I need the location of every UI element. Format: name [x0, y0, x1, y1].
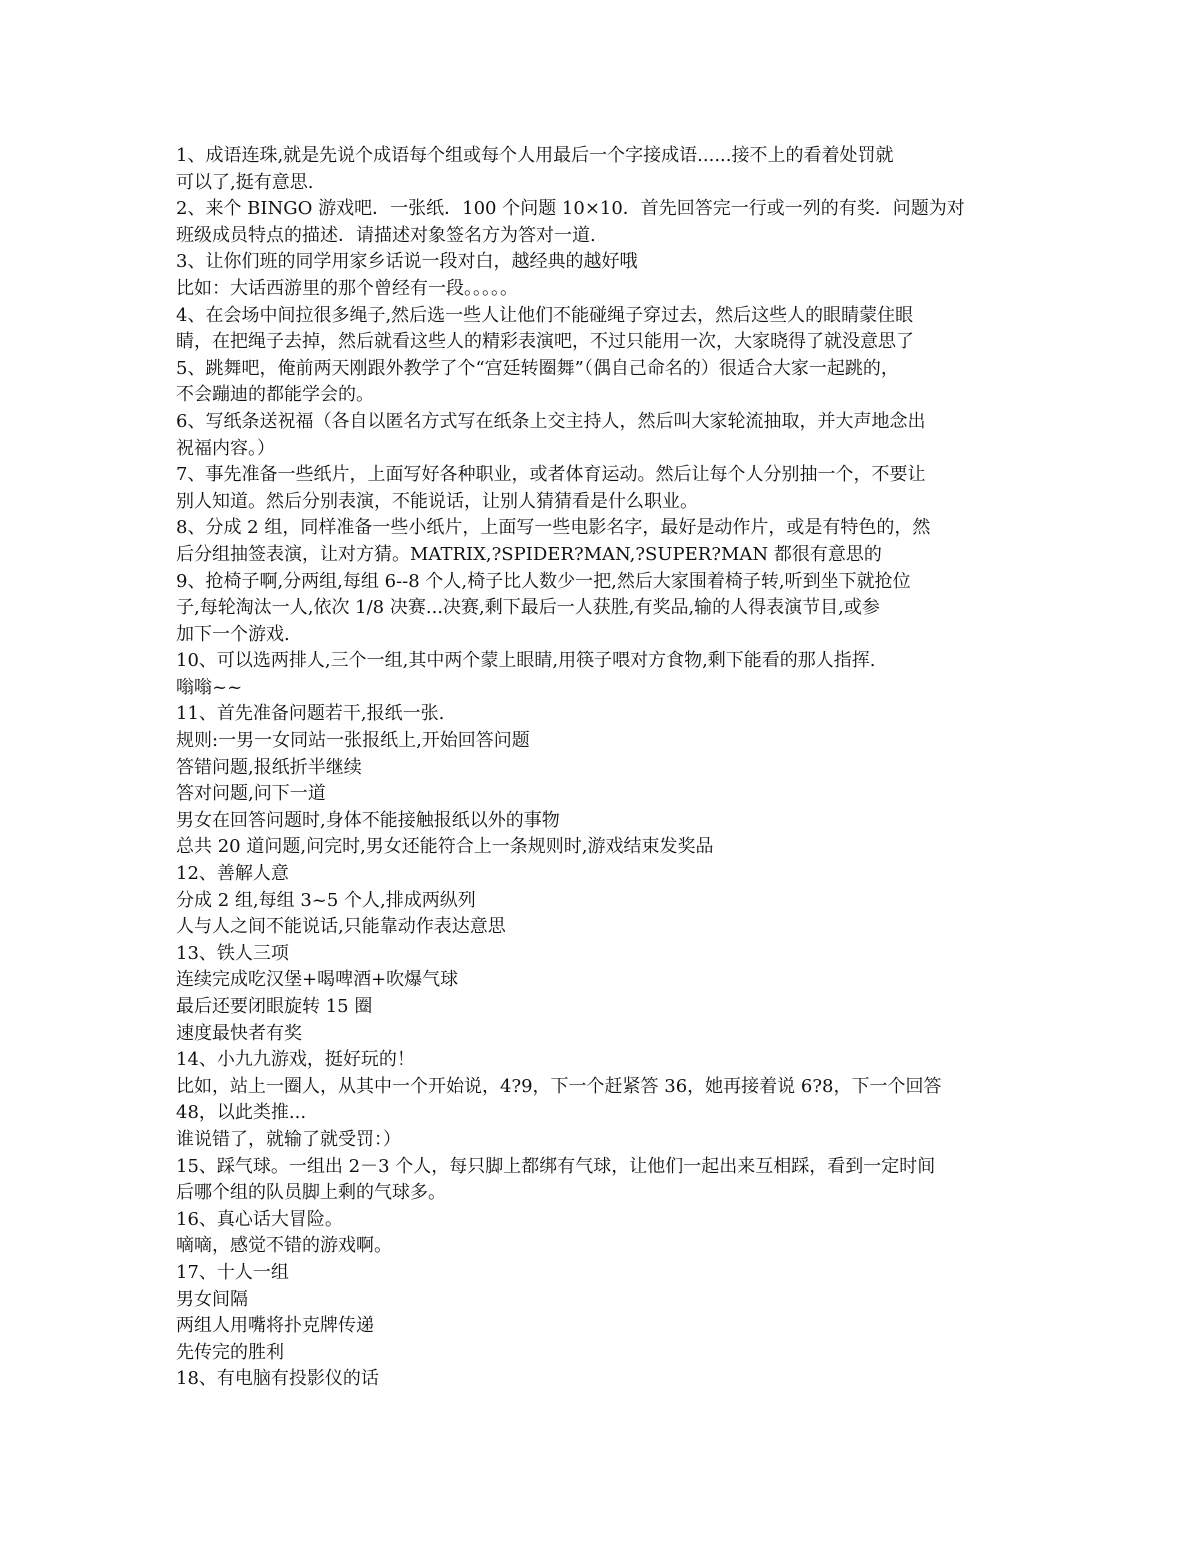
text-line: 17、十人一组 — [176, 1261, 289, 1283]
text-line: 比如，站上一圈人，从其中一个开始说，4?9，下一个赶紧答 36，她再接着说 6?8，下一个回答 — [176, 1075, 942, 1097]
text-line: 人与人之间不能说话,只能靠动作表达意思 — [176, 916, 506, 938]
text-line: 睛，在把绳子去掉，然后就看这些人的精彩表演吧，不过只能用一次，大家晓得了就没意思了 — [176, 331, 914, 353]
text-line: 比如：大话西游里的那个曾经有一段。。。。。 — [176, 277, 518, 299]
text-line: 15、踩气球。一组出 2－3 个人，每只脚上都绑有气球，让他们一起出来互相踩，看到一定时间 — [176, 1155, 936, 1177]
text-line: 子,每轮淘汰一人,依次 1/8 决赛...决赛,剩下最后一人获胜,有奖品,输的人得表演节目,或参 — [176, 597, 880, 619]
text-line: 13、铁人三项 — [176, 942, 289, 964]
text-line: 12、善解人意 — [176, 863, 289, 885]
text-line: 后分组抽签表演，让对方猜。MATRIX,?SPIDER?MAN,?SUPER?MAN 都很有意思的 — [176, 543, 882, 565]
text-line: 10、可以选两排人,三个一组,其中两个蒙上眼睛,用筷子喂对方食物,剩下能看的那人指挥. — [176, 650, 876, 672]
text-line: 3、让你们班的同学用家乡话说一段对白，越经典的越好哦 — [176, 251, 638, 273]
text-line: 后哪个组的队员脚上剩的气球多。 — [176, 1182, 446, 1204]
text-line: 谁说错了，就输了就受罚：） — [176, 1128, 401, 1150]
text-line: 18、有电脑有投影仪的话 — [176, 1368, 379, 1390]
text-line: 班级成员特点的描述．请描述对象签名方为答对一道. — [176, 224, 596, 246]
text-line: 答错问题,报纸折半继续 — [176, 756, 362, 778]
text-line: 4、在会场中间拉很多绳子,然后选一些人让他们不能碰绳子穿过去，然后这些人的眼睛蒙住眼 — [176, 304, 914, 326]
text-line: 别人知道。然后分别表演，不能说话，让别人猜猜看是什么职业。 — [176, 490, 698, 512]
text-line: 男女在回答问题时,身体不能接触报纸以外的事物 — [176, 809, 560, 831]
text-line: 2、来个 BINGO 游戏吧．一张纸．100 个问题 10×10．首先回答完一行或一列的有奖．问题为对 — [176, 198, 965, 220]
text-line: 规则:一男一女同站一张报纸上,开始回答问题 — [176, 730, 530, 752]
text-line: 先传完的胜利 — [176, 1341, 284, 1363]
text-line: 1、成语连珠,就是先说个成语每个组或每个人用最后一个字接成语......接不上的看着处罚就 — [176, 145, 894, 166]
document-body — [176, 143, 1026, 1393]
text-line: 答对问题,问下一道 — [176, 783, 326, 805]
text-line: 可以了,挺有意思. — [176, 171, 314, 193]
text-line: 男女间隔 — [176, 1288, 248, 1310]
text-line: 分成 2 组,每组 3~5 个人,排成两纵列 — [176, 889, 476, 911]
text-line: 6、写纸条送祝福（各自以匿名方式写在纸条上交主持人，然后叫大家轮流抽取，并大声地念出 — [176, 410, 926, 432]
text-line: 16、真心话大冒险。 — [176, 1208, 343, 1230]
text-line: 最后还要闭眼旋转 15 圈 — [176, 996, 373, 1017]
text-line: 5、跳舞吧，俺前两天刚跟外教学了个“宫廷转圈舞”（偶自己命名的）很适合大家一起跳的， — [176, 357, 899, 379]
text-line: 14、小九九游戏，挺好玩的！ — [176, 1049, 415, 1071]
text-line: 9、抢椅子啊,分两组,每组 6--8 个人,椅子比人数少一把,然后大家围着椅子转,听到坐下就抢位 — [176, 570, 911, 592]
text-line: 8、分成 2 组，同样准备一些小纸片，上面写一些电影名字，最好是动作片，或是有特色的，然 — [176, 517, 931, 539]
text-line: 11、首先准备问题若干,报纸一张. — [176, 703, 445, 725]
text-line: 祝福内容。） — [176, 437, 275, 459]
text-line: 7、事先准备一些纸片，上面写好各种职业，或者体育运动。然后让每个人分别抽一个，不要让 — [176, 464, 926, 486]
text-line: 48，以此类推... — [176, 1102, 307, 1124]
text-line: 速度最快者有奖 — [176, 1022, 302, 1044]
text-line: 连续完成吃汉堡+喝啤酒+吹爆气球 — [176, 969, 459, 991]
text-line: 嘀嘀，感觉不错的游戏啊。 — [176, 1235, 392, 1257]
text-line: 总共 20 道问题,问完时,男女还能符合上一条规则时,游戏结束发奖品 — [176, 836, 714, 858]
text-line: 嗡嗡~~ — [176, 676, 243, 698]
text-line: 两组人用嘴将扑克牌传递 — [176, 1315, 374, 1337]
text-line: 不会蹦迪的都能学会的。 — [176, 384, 374, 406]
text-line: 加下一个游戏. — [176, 623, 290, 645]
